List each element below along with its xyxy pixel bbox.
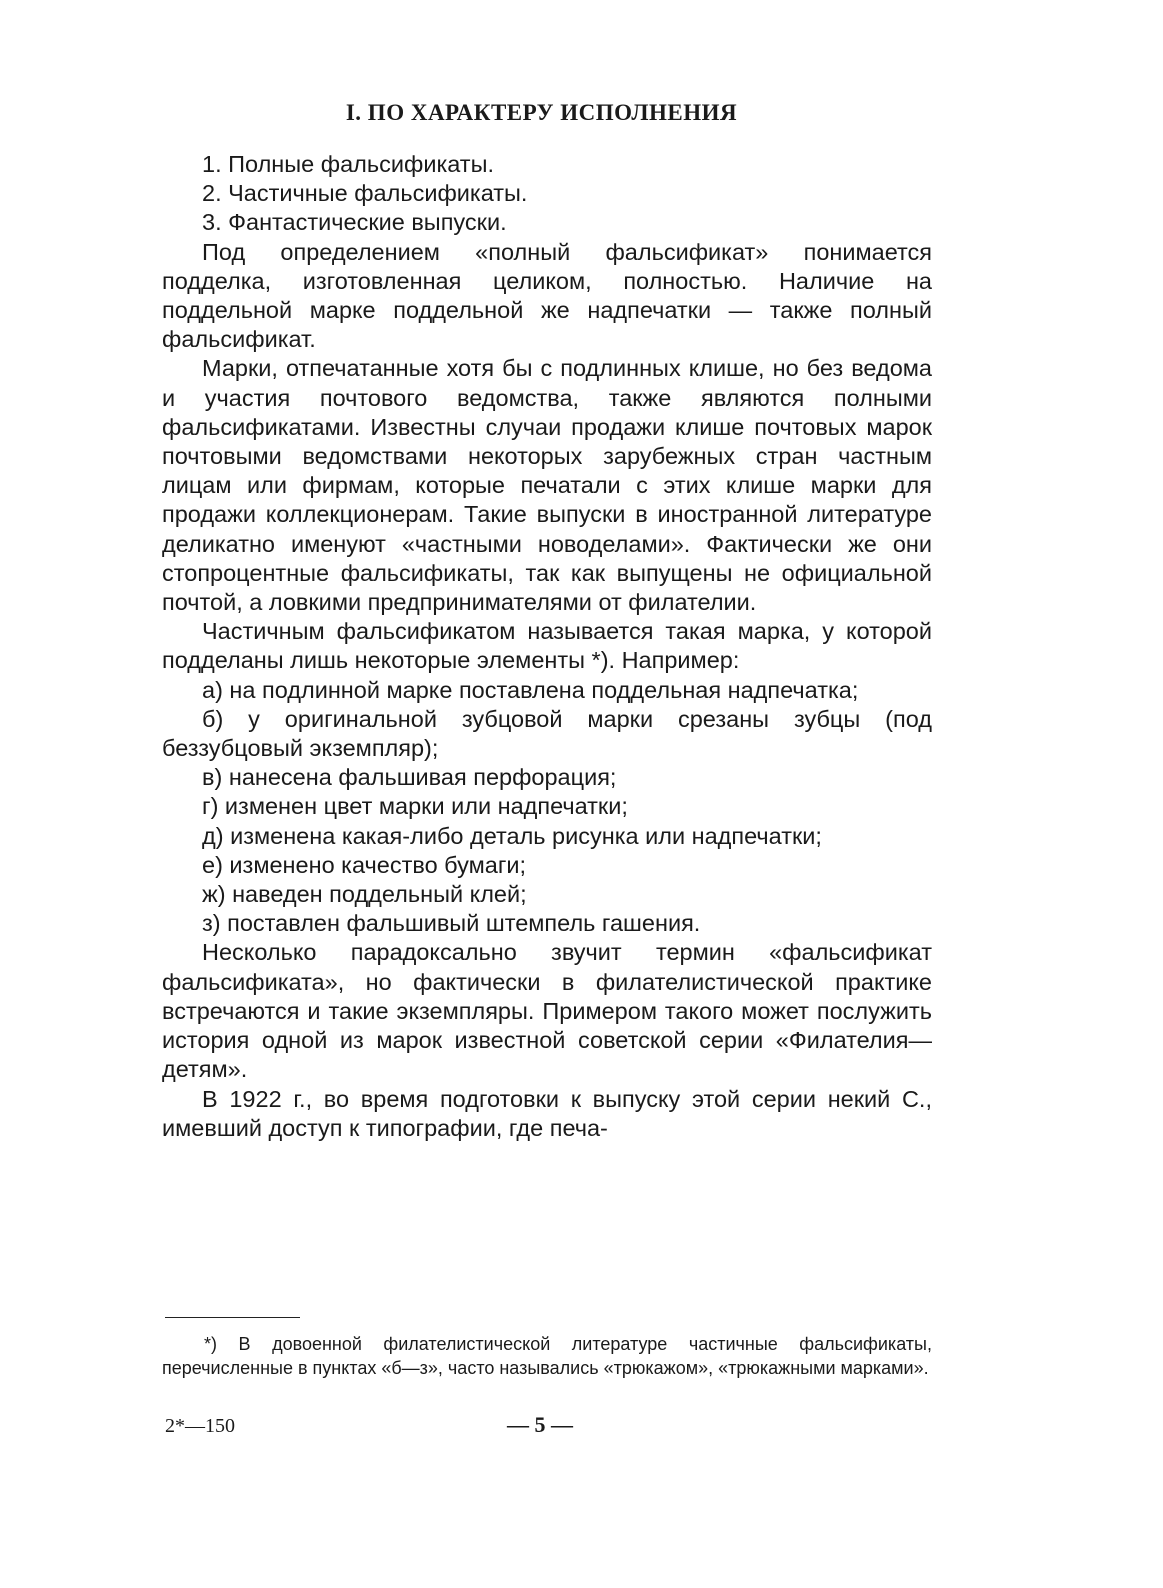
- footnote: *) В довоенной филателистической литературе частичные фальсификаты, перечисленные в пунктах «б—з», часто назывались «трюкажом», «трюкажными марками».: [162, 1334, 932, 1378]
- main-text: [162, 150, 932, 1143]
- sub-item-z: з) поставлен фальшивый штемпель гашения.: [202, 910, 701, 937]
- paragraph-original-cliche: Марки, отпечатанные хотя бы с подлинных клише, но без ведома и участия почтового ведомства, также являются полными фальсификатами. Известны случаи продажи клише почтовых марок почтовыми ведомствами некоторых зарубежных стран частным лицам или фирмам, которые печатали с этих клише марки для продажи коллекционерам. Такие выпуски в иностранной литературе деликатно именуют «частными новоделами». Фактически же они стопроцентные фальсификаты, так как выпущены не официальной почтой, а ловкими предпринимателями от филателии.: [162, 355, 932, 616]
- paragraph-partial-fake: Частичным фальсификатом называется такая марка, у которой подделаны лишь некоторые элементы *). Например:: [162, 618, 932, 674]
- sub-item-d: д) изменена какая-либо деталь рисунка или надпечатки;: [202, 822, 822, 849]
- paragraph-full-fake: Под определением «полный фальсификат» понимается подделка, изготовленная целиком, полностью. Наличие на поддельной марке поддельной же надпечатки — также полный фальсификат.: [162, 238, 932, 353]
- paragraph-fake-of-fake: Несколько парадоксально звучит термин «фальсификат фальсификата», но фактически в филателистической практике встречаются и такие экземпляры. Примером такого может послужить история одной из марок известной советской серии «Филателия—детям».: [162, 939, 932, 1083]
- page-number: — 5 —: [507, 1412, 573, 1437]
- printer-signature: 2*—150: [165, 1415, 235, 1437]
- list-item-1: 1. Полные фальсификаты.: [202, 151, 494, 177]
- section-heading: I. ПО ХАРАКТЕРУ ИСПОЛНЕНИЯ: [345, 100, 738, 125]
- paragraph-1922: В 1922 г., во время подготовки к выпуску этой серии некий С., имевший доступ к типографии, где печа-: [162, 1085, 932, 1141]
- sub-item-zh: ж) наведен поддельный клей;: [202, 881, 527, 908]
- sub-item-e: е) изменено качество бумаги;: [202, 851, 527, 878]
- sub-item-g: г) изменен цвет марки или надпечатки;: [202, 793, 628, 820]
- sub-item-v: в) нанесена фальшивая перфорация;: [202, 764, 617, 791]
- sub-item-b: б) у оригинальной зубцовой марки срезаны зубцы (под беззубцовый экземпляр);: [162, 705, 932, 762]
- list-item-2: 2. Частичные фальсификаты.: [202, 180, 528, 207]
- list-item-3: 3. Фантастические выпуски.: [202, 209, 507, 236]
- sub-item-a: а) на подлинной марке поставлена поддельная надпечатка;: [202, 676, 859, 703]
- footnote-divider: [165, 1317, 300, 1318]
